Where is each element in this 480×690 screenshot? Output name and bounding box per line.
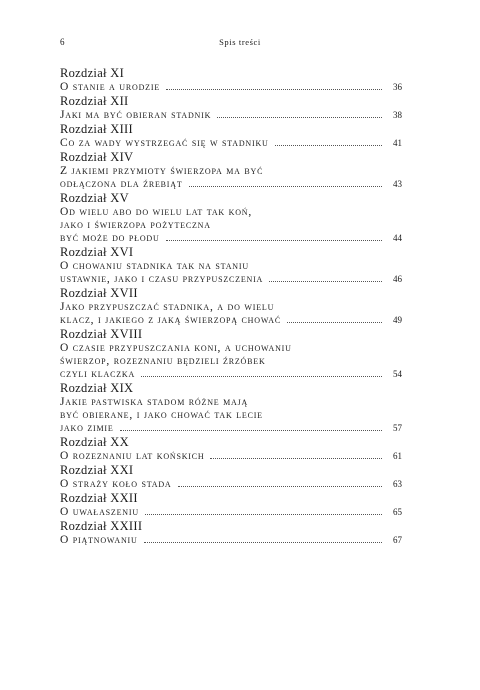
toc-entry (60, 491, 402, 519)
chapter-title-line: Jaki ma być obieran stadnik (60, 109, 212, 121)
chapter-title-line: O czasie przypuszczania koni, a uchowaniu (60, 342, 292, 354)
chapter-title-last-line (60, 506, 402, 519)
chapter-title-line: świerzop, rozeznaniu będzieli źrzóbek (60, 355, 266, 367)
running-title: Spis treści (219, 37, 261, 47)
chapter-label: Rozdział XVI (60, 245, 134, 259)
toc-entry (60, 519, 402, 547)
chapter-title-last-line (60, 534, 402, 547)
dot-leader (141, 375, 382, 377)
chapter-label: Rozdział XI (60, 66, 125, 80)
chapter-label: Rozdział XII (60, 94, 129, 108)
chapter-title-line: być obierane, i jako chować tak lecie (60, 409, 263, 421)
page-reference: 61 (393, 451, 402, 461)
chapter-title-line: klacz, i jakiego z jaką świerzopą chować (60, 314, 282, 326)
chapter-title-last-line (60, 450, 402, 463)
chapter-title (60, 206, 402, 245)
chapter-title-line: O rozeznaniu lat końskich (60, 450, 205, 462)
chapter-title (60, 342, 402, 381)
chapter-title-last-line (60, 314, 402, 327)
chapter-title (60, 260, 402, 286)
chapter-label: Rozdział XVIII (60, 327, 143, 341)
dot-leader (145, 513, 382, 515)
chapter-label: Rozdział XXIII (60, 519, 143, 533)
dot-leader (166, 88, 382, 90)
chapter-title-last-line (60, 273, 402, 286)
chapter-title-line: Jako przypuszczać stadnika, a do wielu (60, 301, 275, 313)
page-reference: 44 (393, 233, 402, 243)
chapter-title (60, 301, 402, 327)
chapter-title (60, 81, 402, 94)
chapter-title-line: jako zimie (60, 422, 114, 434)
page-reference: 67 (393, 535, 402, 545)
page-number: 6 (60, 37, 65, 47)
chapter-title (60, 137, 402, 150)
page-reference: 54 (393, 369, 402, 379)
chapter-title (60, 109, 402, 122)
chapter-title-line: odłączona dla źrebiąt (60, 178, 183, 190)
toc-entry (60, 286, 402, 327)
chapter-label: Rozdział XX (60, 435, 129, 449)
chapter-title (60, 396, 402, 435)
dot-leader (269, 280, 382, 282)
chapter-title-line: Z jakiemi przymioty świerzopa ma być (60, 165, 264, 177)
chapter-label: Rozdział XIII (60, 122, 133, 136)
chapter-label: Rozdział XXI (60, 463, 134, 477)
chapter-title (60, 478, 402, 491)
chapter-title (60, 506, 402, 519)
dot-leader (144, 541, 382, 543)
toc-entry (60, 66, 402, 94)
chapter-title-line: czyli klaczka (60, 368, 136, 380)
chapter-title (60, 534, 402, 547)
chapter-title (60, 450, 402, 463)
toc-entry (60, 245, 402, 286)
chapter-title-last-line (60, 478, 402, 491)
toc-entry (60, 191, 402, 245)
toc-entry (60, 463, 402, 491)
chapter-title-line: Od wielu abo do wielu lat tak koń, (60, 206, 253, 218)
page-reference: 49 (393, 315, 402, 325)
chapter-title-line: O stanie a urodzie (60, 81, 161, 93)
chapter-label: Rozdział XIV (60, 150, 134, 164)
toc-entry (60, 122, 402, 150)
page-reference: 65 (393, 507, 402, 517)
dot-leader (166, 239, 382, 241)
page-reference: 41 (393, 138, 402, 148)
chapter-label: Rozdział XXII (60, 491, 138, 505)
page-reference: 57 (393, 423, 402, 433)
chapter-title-last-line (60, 232, 402, 245)
chapter-label: Rozdział XVII (60, 286, 138, 300)
chapter-title-last-line (60, 109, 402, 122)
chapter-title-last-line (60, 137, 402, 150)
chapter-title-line: jako i świerzopa pożyteczna (60, 219, 211, 231)
chapter-label: Rozdział XIX (60, 381, 134, 395)
page-reference: 38 (393, 110, 402, 120)
dot-leader (210, 457, 382, 459)
page-header (60, 37, 420, 51)
dot-leader (120, 429, 382, 431)
chapter-title-last-line (60, 422, 402, 435)
chapter-title-line: Co za wady wystrzegać się w stadniku (60, 137, 269, 149)
table-of-contents (60, 66, 402, 547)
dot-leader (217, 116, 382, 118)
toc-entry (60, 150, 402, 191)
toc-entry (60, 381, 402, 435)
chapter-title-last-line (60, 178, 402, 191)
toc-entry (60, 435, 402, 463)
chapter-label: Rozdział XV (60, 191, 129, 205)
toc-entry (60, 94, 402, 122)
chapter-title-line: O straży koło stada (60, 478, 172, 490)
chapter-title (60, 165, 402, 191)
dot-leader (275, 144, 382, 146)
chapter-title-line: O chowaniu stadnika tak na staniu (60, 260, 249, 272)
chapter-title-line: O uwałaszeniu (60, 506, 139, 518)
page-reference: 43 (393, 179, 402, 189)
chapter-title-line: ustawnie, jako i czasu przypuszczenia (60, 273, 264, 285)
page-reference: 63 (393, 479, 402, 489)
page-reference: 36 (393, 82, 402, 92)
chapter-title-line: być może do płodu (60, 232, 160, 244)
chapter-title-line: O piątnowaniu (60, 534, 138, 546)
dot-leader (287, 321, 382, 323)
toc-entry (60, 327, 402, 381)
chapter-title-last-line (60, 368, 402, 381)
dot-leader (178, 485, 383, 487)
page-reference: 46 (393, 274, 402, 284)
dot-leader (189, 185, 382, 187)
chapter-title-last-line (60, 81, 402, 94)
chapter-title-line: Jakie pastwiska stadom różne mają (60, 396, 249, 408)
